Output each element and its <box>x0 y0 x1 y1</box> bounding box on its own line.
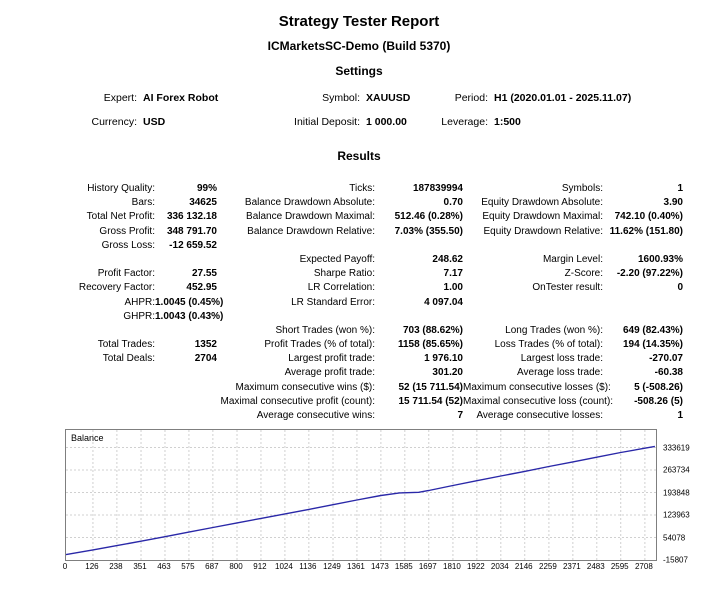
result-value <box>603 239 683 253</box>
result-label: LR Standard Error: <box>291 296 375 308</box>
result-value: 2704 <box>194 353 217 365</box>
result-value: 1 <box>677 410 683 421</box>
result-value: 1.0043 (0.43%) <box>155 310 224 322</box>
result-label <box>463 239 603 253</box>
result-value: 11.62% (151.80) <box>609 225 683 237</box>
result-label: Balance Drawdown Absolute: <box>244 197 375 209</box>
results-row <box>65 338 718 352</box>
results-row <box>65 381 718 395</box>
result-label: History Quality: <box>87 183 155 194</box>
results-row <box>65 366 718 380</box>
result-value: 703 (88.62%) <box>402 324 463 336</box>
result-label: OnTester result: <box>532 282 603 294</box>
result-value <box>155 324 217 338</box>
results-row <box>65 253 718 267</box>
result-label <box>217 239 375 253</box>
result-value: 7.03% (355.50) <box>394 225 463 237</box>
results-row <box>65 296 718 310</box>
result-label <box>217 310 375 324</box>
result-label: Maximal consecutive loss (count): <box>463 395 614 407</box>
setting-value-period: H1 (2020.01.01 - 2025.11.07) <box>494 92 632 104</box>
result-label: Sharpe Ratio: <box>313 268 375 280</box>
result-label: Maximal consecutive profit (count): <box>220 395 375 407</box>
result-value: -2.20 (97.22%) <box>616 268 683 280</box>
result-label: Short Trades (won %): <box>275 324 375 336</box>
result-value: 336 132.18 <box>166 211 217 223</box>
setting-value-leverage: 1:500 <box>494 116 521 128</box>
result-value: 1.00 <box>443 282 463 294</box>
result-label: Total Deals: <box>102 353 155 365</box>
result-label <box>65 366 155 380</box>
result-value: 452.95 <box>186 282 217 294</box>
chart-x-tick-label: 912 <box>253 562 267 572</box>
setting-value-symbol: XAUUSD <box>366 92 411 104</box>
setting-label-period: Period: <box>454 92 488 104</box>
chart-y-tick-label: 54078 <box>663 533 686 543</box>
result-label <box>463 296 603 310</box>
chart-y-tick-label: 193848 <box>663 488 690 498</box>
result-value: 1 <box>677 183 683 194</box>
result-value: 512.46 (0.28%) <box>394 211 463 223</box>
results-row <box>65 182 718 196</box>
chart-y-tick-label: -15807 <box>663 555 688 565</box>
result-label: Maximum consecutive wins ($): <box>235 381 375 393</box>
results-row <box>65 409 718 423</box>
setting-label-currency: Currency: <box>91 116 137 128</box>
result-value <box>155 381 217 395</box>
result-value <box>155 409 217 423</box>
results-row <box>65 225 718 239</box>
result-label: Total Net Profit: <box>86 211 155 223</box>
result-value: 7 <box>457 410 463 421</box>
results-row <box>65 310 718 324</box>
result-label: Balance Drawdown Relative: <box>247 225 375 237</box>
result-label: Loss Trades (% of total): <box>494 339 603 351</box>
balance-chart <box>62 429 715 574</box>
result-value: 3.90 <box>663 197 683 209</box>
chart-x-tick-label: 1249 <box>323 562 341 572</box>
result-value: 301.20 <box>432 367 463 379</box>
chart-x-tick-label: 126 <box>85 562 99 572</box>
result-label: Equity Drawdown Maximal: <box>482 211 603 223</box>
result-value: 0 <box>677 282 683 294</box>
result-value: -270.07 <box>649 353 683 365</box>
result-value <box>603 296 683 310</box>
result-label: Average consecutive wins: <box>256 410 375 421</box>
chart-x-tick-label: 2259 <box>538 562 557 572</box>
result-value: 27.55 <box>191 268 217 280</box>
result-label: Bars: <box>131 197 155 209</box>
result-label <box>65 253 155 267</box>
balance-chart-plot <box>65 429 657 561</box>
balance-series-label: Balance <box>71 433 104 444</box>
result-label <box>65 395 155 409</box>
chart-x-tick-label: 2595 <box>610 562 629 572</box>
setting-label-initial-deposit: Initial Deposit: <box>294 116 360 128</box>
chart-x-tick-label: 1697 <box>418 562 437 572</box>
chart-x-tick-label: 1024 <box>274 562 293 572</box>
result-label: Expected Payoff: <box>299 253 375 265</box>
setting-label-symbol: Symbol: <box>322 92 360 104</box>
chart-x-tick-label: 0 <box>62 562 68 572</box>
result-label <box>65 324 155 338</box>
chart-x-tick-label: 1473 <box>370 562 389 572</box>
result-label: Margin Level: <box>542 253 603 265</box>
setting-value-initial-deposit: 1 000.00 <box>366 116 407 128</box>
result-value: 1600.93% <box>637 253 683 265</box>
chart-x-tick-label: 2371 <box>562 562 581 572</box>
result-label: Z-Score: <box>564 268 603 280</box>
result-value: 742.10 (0.40%) <box>614 211 683 223</box>
chart-y-axis <box>661 430 713 565</box>
chart-y-tick-label: 333619 <box>663 443 690 453</box>
chart-x-tick-label: 2483 <box>586 562 605 572</box>
server-build-subtitle: ICMarketsSC-Demo (Build 5370) <box>267 39 451 53</box>
result-label: Profit Factor: <box>97 268 155 280</box>
result-label: Largest profit trade: <box>288 353 375 365</box>
result-label: Equity Drawdown Absolute: <box>481 197 603 209</box>
result-label: Gross Profit: <box>99 225 155 237</box>
result-label <box>463 310 603 324</box>
result-value <box>375 310 463 324</box>
chart-x-tick-label: 2034 <box>490 562 509 572</box>
result-label <box>65 381 155 395</box>
chart-x-tick-label: 1361 <box>347 562 365 572</box>
chart-x-tick-label: 1585 <box>394 562 413 572</box>
settings-heading: Settings <box>335 64 383 78</box>
result-label: Equity Drawdown Relative: <box>483 225 603 237</box>
results-row <box>65 239 718 253</box>
result-value: 15 711.54 (52) <box>398 395 463 407</box>
result-value: 34625 <box>189 197 217 209</box>
chart-x-tick-label: 351 <box>133 562 147 572</box>
result-label: Average profit trade: <box>284 367 375 379</box>
results-row <box>65 210 718 224</box>
result-value <box>603 310 683 324</box>
result-label: Recovery Factor: <box>78 282 155 294</box>
result-label: Maximum consecutive losses ($): <box>463 381 611 393</box>
result-label: Total Trades: <box>97 339 155 351</box>
balance-chart-svg <box>66 430 656 560</box>
chart-y-tick-label: 123963 <box>663 510 690 520</box>
chart-x-tick-label: 1922 <box>466 562 485 572</box>
result-label: Long Trades (won %): <box>505 324 603 336</box>
result-value: 5 (-508.26) <box>634 381 683 393</box>
result-label: AHPR: <box>124 296 155 308</box>
results-heading: Results <box>337 149 381 163</box>
setting-value-expert: AI Forex Robot <box>143 92 219 104</box>
result-value: 1352 <box>194 339 217 351</box>
settings-grid <box>65 86 653 134</box>
result-value: 248.62 <box>432 253 463 265</box>
chart-x-tick-label: 238 <box>109 562 123 572</box>
result-value: 194 (14.35%) <box>622 339 683 351</box>
result-value: 1158 (85.65%) <box>397 339 463 351</box>
result-value: 1.0045 (0.45%) <box>155 296 224 308</box>
chart-x-tick-label: 2146 <box>514 562 533 572</box>
result-label: Average loss trade: <box>517 367 603 379</box>
result-value: 0.70 <box>443 197 463 209</box>
result-value <box>155 366 217 380</box>
results-row <box>65 267 718 281</box>
chart-x-tick-label: 2708 <box>634 562 653 572</box>
page-title: Strategy Tester Report <box>278 13 440 30</box>
result-value: -508.26 (5) <box>634 395 683 407</box>
result-value: 187839994 <box>412 183 463 194</box>
chart-x-tick-label: 1810 <box>443 562 461 572</box>
chart-x-tick-label: 463 <box>157 562 171 572</box>
chart-x-tick-label: 687 <box>205 562 219 572</box>
result-label: Profit Trades (% of total): <box>264 339 375 351</box>
result-value: -60.38 <box>654 367 683 379</box>
chart-y-tick-label: 263734 <box>663 465 690 475</box>
chart-x-axis <box>62 562 657 574</box>
results-row <box>65 281 718 295</box>
result-label: LR Correlation: <box>307 282 375 294</box>
chart-x-tick-label: 575 <box>181 562 195 572</box>
result-value: 1 976.10 <box>424 353 463 365</box>
result-value <box>155 253 217 267</box>
result-label <box>65 409 155 423</box>
result-value: -12 659.52 <box>169 239 217 251</box>
chart-x-tick-label: 800 <box>229 562 243 572</box>
result-value: 348 791.70 <box>166 225 217 237</box>
result-value: 99% <box>196 183 217 194</box>
results-table <box>65 182 718 423</box>
result-label: Largest loss trade: <box>520 353 603 365</box>
result-value <box>375 239 463 253</box>
setting-label-expert: Expert: <box>103 92 137 104</box>
result-value: 649 (82.43%) <box>622 324 683 336</box>
setting-value-currency: USD <box>143 116 166 128</box>
results-row <box>65 352 718 366</box>
chart-x-tick-label: 1136 <box>299 562 317 572</box>
result-value: 4 097.04 <box>424 296 463 308</box>
result-value: 52 (15 711.54) <box>398 381 463 393</box>
results-row <box>65 324 718 338</box>
result-label: GHPR: <box>123 310 155 322</box>
balance-line <box>66 447 655 555</box>
result-value: 7.17 <box>443 268 463 280</box>
result-label: Balance Drawdown Maximal: <box>246 211 375 223</box>
result-label: Gross Loss: <box>101 239 155 251</box>
setting-label-leverage: Leverage: <box>441 116 488 128</box>
result-label: Average consecutive losses: <box>476 410 603 421</box>
result-label: Ticks: <box>349 183 375 194</box>
results-row <box>65 395 718 409</box>
result-value <box>155 395 217 409</box>
results-row <box>65 196 718 210</box>
result-label: Symbols: <box>561 183 603 194</box>
